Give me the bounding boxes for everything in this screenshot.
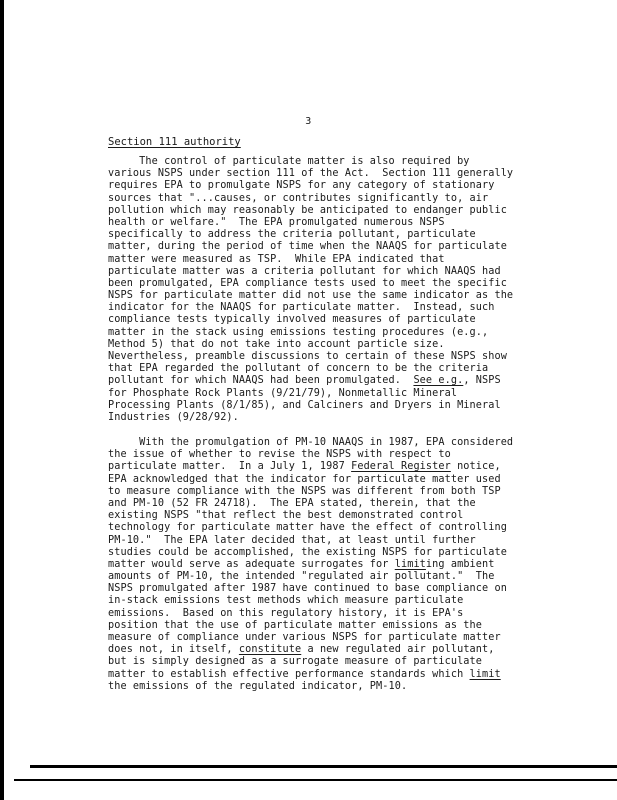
text-line: position that the use of particulate matter emissions as the <box>108 619 483 631</box>
section-heading: Section 111 authority <box>108 136 241 148</box>
text-line: that EPA regarded the pollutant of concern to be the criteria <box>108 363 489 375</box>
text-line: With the promulgation of PM-10 NAAQS in 1987, EPA considered <box>108 437 514 448</box>
underlined-text: limit <box>469 668 501 680</box>
text-line: matter, during the period of time when the NAAQS for particulate <box>108 241 507 253</box>
text-line: sources that "...causes, or contributes significantly to, air <box>108 192 489 204</box>
page-number: 3 <box>305 116 312 127</box>
text-line: particulate matter. In a July 1, 1987 Federal Register notice, <box>108 461 501 473</box>
text-line: but is simply designed as a surrogate measure of particulate <box>108 656 483 668</box>
text-line: NSPS for particulate matter did not use the same indicator as the <box>108 290 514 302</box>
text-line: emissions. Based on this regulatory history, it is EPA's <box>108 607 464 619</box>
text-line: studies could be accomplished, the existing NSPS for particulate <box>108 546 507 558</box>
paragraph-1 <box>108 156 528 424</box>
text-line: matter would serve as adequate surrogates for limiting ambient <box>108 558 495 570</box>
text-line: health or welfare." The EPA promulgated numerous NSPS <box>108 216 445 228</box>
text-line: to measure compliance with the NSPS was different from both TSP <box>108 485 501 497</box>
text-line: and PM-10 (52 FR 24718). The EPA stated, therein, that the <box>108 497 476 509</box>
text-line: the issue of whether to revise the NSPS with respect to <box>108 449 451 461</box>
text-line: PM-10." The EPA later decided that, at least until further <box>108 534 476 546</box>
text-line: technology for particulate matter have the effect of controlling <box>108 522 507 534</box>
text-line: the emissions of the regulated indicator, PM-10. <box>108 680 408 692</box>
text-line: Nevertheless, preamble discussions to certain of these NSPS show <box>108 351 507 362</box>
text-line: various NSPS under section 111 of the Act. Section 111 generally <box>108 168 514 180</box>
text-line: particulate matter was a criteria pollutant for which NAAQS had <box>108 265 501 277</box>
text-line: been promulgated, EPA compliance tests used to meet the specific <box>108 277 507 289</box>
paragraph-2 <box>108 437 528 693</box>
text-line: amounts of PM-10, the intended "regulated air pollutant." The <box>108 571 495 583</box>
text-line: Processing Plants (8/1/85), and Calciners and Dryers in Mineral <box>108 399 501 411</box>
text-line: specifically to address the criteria pollutant, particulate <box>108 229 476 241</box>
text-line: EPA acknowledged that the indicator for particulate matter used <box>108 473 501 485</box>
bottom-rule-lower <box>14 779 617 781</box>
text-line: existing NSPS "that reflect the best demonstrated control <box>108 510 464 522</box>
text-line: measure of compliance under various NSPS for particulate matter <box>108 632 501 643</box>
text-line: indicator for the NAAQS for particulate matter. Instead, such <box>108 302 495 314</box>
text-line: Method 5) that do not take into account particle size. <box>108 338 445 350</box>
text-line: does not, in itself, constitute a new regulated air pollutant, <box>108 644 495 656</box>
text-line: The control of particulate matter is also required by <box>108 156 470 167</box>
text-line: for Phosphate Rock Plants (9/21/79), Nonmetallic Mineral <box>108 387 458 399</box>
text-line: in-stack emissions test methods which measure particulate <box>108 595 464 607</box>
underlined-text: limit <box>394 558 426 570</box>
text-line: pollutant for which NAAQS had been promulgated. See e.g., NSPS <box>108 375 501 387</box>
underlined-text: constitute <box>238 644 302 656</box>
text-line: NSPS promulgated after 1987 have continued to base compliance on <box>108 583 507 595</box>
text-line: matter in the stack using emissions testing procedures (e.g., <box>108 326 489 338</box>
underlined-text: Federal Register <box>351 461 451 473</box>
text-line: requires EPA to promulgate NSPS for any category of stationary <box>108 180 495 192</box>
text-line: Industries (9/28/92). <box>108 411 239 423</box>
text-line: matter were measured as TSP. While EPA indicated that <box>108 253 445 265</box>
text-line: matter to establish effective performance standards which limit <box>108 668 501 680</box>
underlined-text: See e.g. <box>413 375 464 387</box>
text-line: compliance tests typically involved measures of particulate <box>108 314 476 326</box>
text-line: pollution which may reasonably be anticipated to endanger public <box>108 204 507 216</box>
bottom-rule-upper <box>30 765 617 768</box>
